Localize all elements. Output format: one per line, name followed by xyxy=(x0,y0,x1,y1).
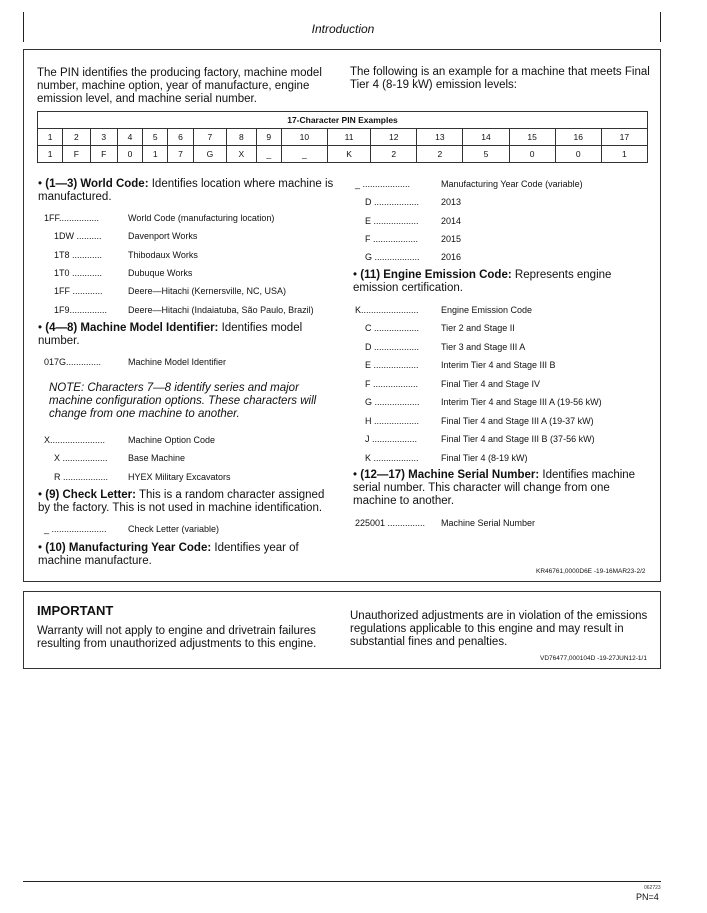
emission-row-code: K .................. xyxy=(365,453,419,463)
pin-position: 8 xyxy=(227,129,256,146)
pin-value: 1 xyxy=(601,146,647,163)
pin-value: 1 xyxy=(143,146,168,163)
pin-position: 5 xyxy=(143,129,168,146)
emission-row-code: G .................. xyxy=(365,397,420,407)
pin-position: 14 xyxy=(463,129,509,146)
pin-value: X xyxy=(227,146,256,163)
year-row-desc: 2014 xyxy=(441,216,462,226)
serial-bullet: • (12—17) Machine Serial Number: Identifies machine serial number. This character will change from one machine to another. xyxy=(353,469,636,507)
pin-value: 2 xyxy=(417,146,463,163)
bullet-heading: (12—17) Machine Serial Number: xyxy=(360,469,540,481)
pin-value: 2 xyxy=(371,146,417,163)
footer-rule xyxy=(23,881,661,882)
pin-value: 7 xyxy=(168,146,193,163)
option-row-desc: Base Machine xyxy=(128,453,186,463)
pin-position-row xyxy=(38,129,648,146)
bullet-heading: (4—8) Machine Model Identifier: xyxy=(45,322,219,334)
world-row-desc: Thibodaux Works xyxy=(128,250,198,260)
pin-examples-table xyxy=(37,111,648,163)
check-row-desc: Check Letter (variable) xyxy=(128,524,220,534)
year-row-code: E .................. xyxy=(365,216,419,226)
pin-position: 1 xyxy=(38,129,63,146)
pin-value: 5 xyxy=(463,146,509,163)
pin-position: 13 xyxy=(417,129,463,146)
bullet-heading: (9) Check Letter: xyxy=(45,489,136,501)
year-row-code: _ ................... xyxy=(355,179,411,189)
year-row-code: G .................. xyxy=(365,252,420,262)
check-letter-bullet: • (9) Check Letter: This is a random character assigned by the factory. This is not used in machine identification. xyxy=(38,489,325,514)
bullet-heading: (11) Engine Emission Code: xyxy=(360,269,512,281)
model-bullet: • (4—8) Machine Model Identifier: Identifies model number. xyxy=(38,322,303,347)
pin-value: K xyxy=(327,146,370,163)
pin-position: 3 xyxy=(90,129,117,146)
emission-row-code: J .................. xyxy=(365,434,418,444)
pin-value: 0 xyxy=(117,146,142,163)
emission-bullet: • (11) Engine Emission Code: Represents engine emission certification. xyxy=(353,269,612,294)
pin-value: _ xyxy=(256,146,281,163)
emission-row-desc: Final Tier 4 and Stage III B (37-56 kW) xyxy=(441,434,595,444)
pin-position: 16 xyxy=(555,129,601,146)
section-reference: KR46761,0000D6E -19-16MAR23-2/2 xyxy=(536,568,646,575)
year-row-desc: Manufacturing Year Code (variable) xyxy=(441,179,583,189)
world-row-desc: World Code (manufacturing location) xyxy=(128,213,275,223)
emission-row-code: K....................... xyxy=(355,305,419,315)
year-row-code: D .................. xyxy=(365,197,420,207)
emission-row-desc: Final Tier 4 and Stage IV xyxy=(441,379,541,389)
pin-position: 6 xyxy=(168,129,193,146)
world-row-code: 1DW .......... xyxy=(54,231,102,241)
bullet-text: Identifies location where machine is manufactured. xyxy=(38,178,334,203)
emission-row-desc: Final Tier 4 (8-19 kW) xyxy=(441,453,528,463)
pin-value: F xyxy=(90,146,117,163)
option-row-code: X .................. xyxy=(54,453,108,463)
page-title: Introduction xyxy=(311,22,375,36)
pin-value: 1 xyxy=(38,146,63,163)
intro-right-text: The following is an example for a machine that meets Final Tier 4 (8-19 kW) emission levels: xyxy=(350,66,650,91)
pin-position: 7 xyxy=(193,129,227,146)
year-bullet: • (10) Manufacturing Year Code: Identifies year of machine manufacture. xyxy=(38,542,299,567)
world-row-code: 1T0 ............ xyxy=(54,268,103,278)
pin-value-row xyxy=(38,146,648,163)
world-code-bullet: • (1—3) World Code: Identifies location where machine is manufactured. xyxy=(38,178,334,203)
important-title: IMPORTANT xyxy=(37,603,114,618)
emission-row-code: E .................. xyxy=(365,360,419,370)
pin-value: 0 xyxy=(555,146,601,163)
model-row-code: 017G.............. xyxy=(44,357,102,367)
emission-row-code: D .................. xyxy=(365,342,420,352)
bullet-text: Identifies model number. xyxy=(38,322,303,347)
bullet-text: Identifies machine serial number. This character will change from one machine to another. xyxy=(353,469,636,507)
world-row-code: 1T8 ............ xyxy=(54,250,103,260)
important-left-text: Warranty will not apply to engine and drivetrain failures resulting from unauthorized adjustments to this engine. xyxy=(37,625,317,650)
pin-position: 2 xyxy=(63,129,90,146)
serial-row-code: 225001 ............... xyxy=(355,518,426,528)
year-row-desc: 2016 xyxy=(441,252,462,262)
emission-row-desc: Interim Tier 4 and Stage III B xyxy=(441,360,556,370)
pin-table-title: 17-Character PIN Examples xyxy=(38,112,648,129)
emission-row-desc: Interim Tier 4 and Stage III A (19-56 kW) xyxy=(441,397,602,407)
year-row-desc: 2015 xyxy=(441,234,462,244)
emission-row-desc: Final Tier 4 and Stage III A (19-37 kW) xyxy=(441,416,594,426)
pin-position: 11 xyxy=(327,129,370,146)
pin-value: G xyxy=(193,146,227,163)
bullet-heading: (10) Manufacturing Year Code: xyxy=(45,542,212,554)
pin-position: 15 xyxy=(509,129,555,146)
pin-position: 4 xyxy=(117,129,142,146)
pin-position: 17 xyxy=(601,129,647,146)
check-row-code: _ ...................... xyxy=(44,524,107,534)
emission-row-code: H .................. xyxy=(365,416,420,426)
emission-row-desc: Tier 2 and Stage II xyxy=(441,323,515,333)
note-text: NOTE: Characters 7—8 identify series and major machine configuration options. These characters will change from one machine to another. xyxy=(49,382,317,420)
option-row-desc: Machine Option Code xyxy=(128,435,216,445)
pin-value: F xyxy=(63,146,90,163)
option-row-desc: HYEX Military Excavators xyxy=(128,472,231,482)
bullet-text: This is a random character assigned by the factory. This is not used in machine identification. xyxy=(38,489,325,514)
option-row-code: R .................. xyxy=(54,472,109,482)
important-reference: VD76477,000104D -19-27JUN12-1/1 xyxy=(540,655,647,662)
world-row-code: 1F9............... xyxy=(54,305,108,315)
serial-row-desc: Machine Serial Number xyxy=(441,518,536,528)
emission-row-desc: Engine Emission Code xyxy=(441,305,533,315)
emission-row-desc: Tier 3 and Stage III A xyxy=(441,342,526,352)
footer-code: 062723 xyxy=(644,885,661,891)
year-row-desc: 2013 xyxy=(441,197,462,207)
page-number: PN=4 xyxy=(636,892,659,902)
world-row-code: 1FF................ xyxy=(44,213,100,223)
world-row-desc: Davenport Works xyxy=(128,231,198,241)
emission-row-code: C .................. xyxy=(365,323,420,333)
bullet-text: Represents engine emission certification. xyxy=(353,269,612,294)
world-row-desc: Deere—Hitachi (Kernersville, NC, USA) xyxy=(128,286,287,296)
model-row-desc: Machine Model Identifier xyxy=(128,357,227,367)
pin-value: 0 xyxy=(509,146,555,163)
important-right-text: Unauthorized adjustments are in violation of the emissions regulations applicable to this engine and may result in substantial fines and penalties. xyxy=(350,610,648,648)
emission-row-code: F .................. xyxy=(365,379,419,389)
intro-left-text: The PIN identifies the producing factory, machine model number, machine option, year of manufacture, engine emission level, and machine serial number. xyxy=(37,67,322,105)
option-row-code: X...................... xyxy=(44,435,106,445)
pin-value: _ xyxy=(281,146,327,163)
world-row-desc: Deere—Hitachi (Indaiatuba, São Paulo, Brazil) xyxy=(128,305,314,315)
bullet-text: Identifies year of machine manufacture. xyxy=(38,542,299,567)
world-row-desc: Dubuque Works xyxy=(128,268,193,278)
year-row-code: F .................. xyxy=(365,234,419,244)
world-row-code: 1FF ............ xyxy=(54,286,103,296)
pin-position: 12 xyxy=(371,129,417,146)
bullet-heading: (1—3) World Code: xyxy=(45,178,149,190)
pin-position: 10 xyxy=(281,129,327,146)
pin-position: 9 xyxy=(256,129,281,146)
